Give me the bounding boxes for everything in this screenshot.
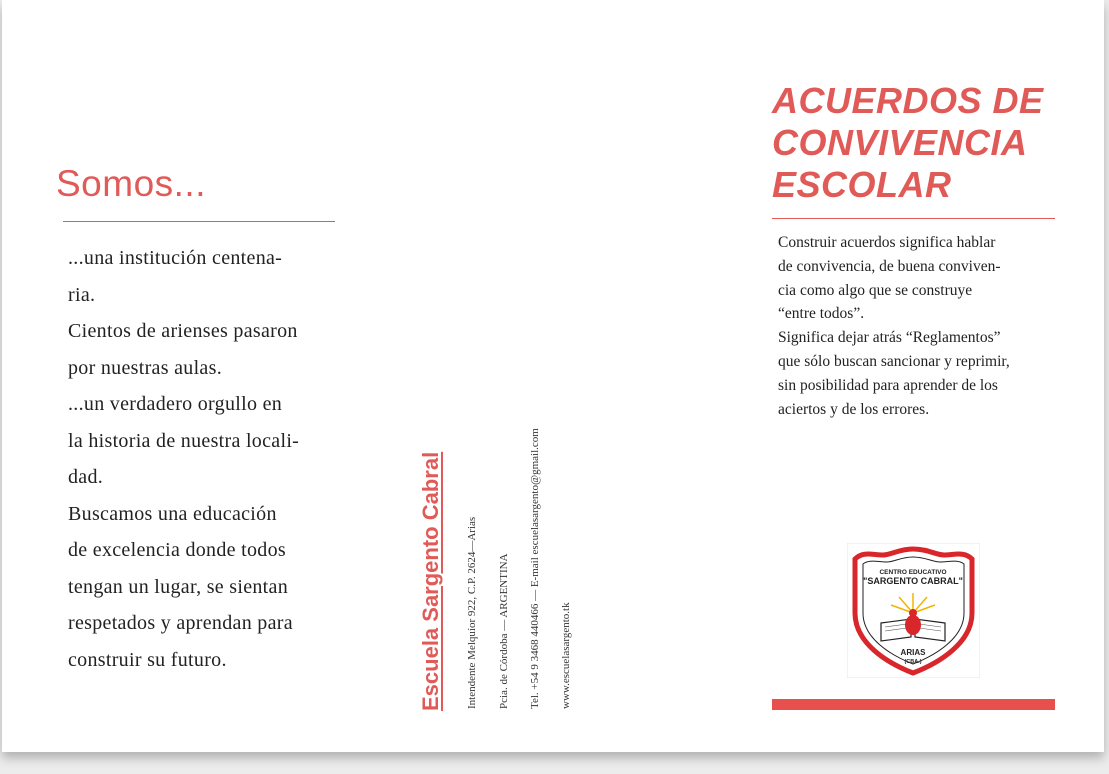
contact-line: Tel. +54 9 3468 440466 — E-mail escuelasargento@gmail.com: [529, 428, 541, 709]
somos-divider: [63, 221, 335, 222]
acuerdos-title: [772, 80, 1044, 206]
logo-region-text: (CBA.): [904, 659, 922, 665]
somos-line: Buscamos una educación: [68, 502, 277, 525]
somos-line: de excelencia donde todos: [68, 539, 286, 561]
acuerdos-title-line: CONVIVENCIA: [772, 122, 1028, 163]
address-line-2: Pcia. de Córdoba — ARGENTINA: [498, 553, 510, 709]
brochure-page: [2, 0, 1104, 752]
acuerdos-line: que sólo buscan sancionar y reprimir,: [778, 352, 1010, 370]
acuerdos-line: “entre todos”.: [778, 305, 865, 323]
somos-title: Somos...: [56, 163, 206, 204]
acuerdos-line: Significa dejar atrás “Reglamentos”: [778, 329, 1001, 347]
somos-line: construir su futuro.: [68, 648, 227, 671]
acuerdos-divider: [772, 218, 1055, 219]
somos-body: [68, 240, 343, 678]
school-logo-icon: [847, 543, 980, 678]
acuerdos-line: Construir acuerdos significa hablar: [778, 234, 996, 251]
somos-line: ...un verdadero orgullo en: [68, 393, 283, 415]
acuerdos-line: de convivencia, de buena conviven-: [778, 257, 1001, 275]
bottom-accent-bar: [772, 699, 1055, 710]
somos-line: tengan un lugar, se sientan: [68, 575, 289, 598]
somos-line: Cientos de arienses pasaron: [68, 320, 298, 342]
somos-line: ...una institución centena-: [68, 247, 283, 269]
acuerdos-body: [778, 231, 1060, 421]
acuerdos-title-line: ACUERDOS DE: [772, 80, 1044, 121]
address-line-1: Intendente Melquíor 922, C.P. 2624—Arias: [466, 516, 478, 709]
website: www.escuelasargento.tk: [560, 602, 572, 709]
logo-town-text: ARIAS: [900, 648, 926, 657]
acuerdos-line: aciertos y de los errores.: [778, 400, 930, 418]
logo-name-text: "SARGENTO CABRAL": [863, 576, 963, 586]
school-name: Escuela Sargento Cabral: [418, 451, 443, 711]
acuerdos-title-line: ESCOLAR: [772, 164, 952, 205]
acuerdos-line: sin posibilidad para aprender de los: [778, 376, 998, 394]
acuerdos-line: cia como algo que se construye: [778, 281, 973, 299]
logo-top-text: CENTRO EDUCATIVO: [879, 569, 947, 576]
somos-line: por nuestras aulas.: [68, 356, 222, 379]
somos-line: respetados y aprendan para: [68, 612, 293, 634]
somos-line: ria.: [68, 283, 96, 306]
somos-line: dad.: [68, 466, 104, 488]
somos-line: la historia de nuestra locali-: [68, 429, 300, 452]
